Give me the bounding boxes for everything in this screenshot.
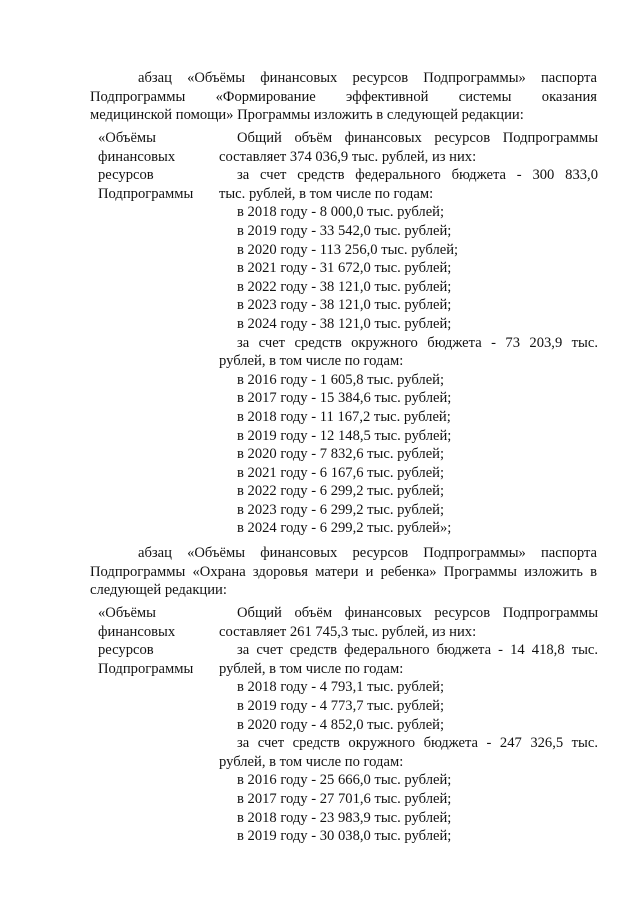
section1-intro-line: Подпрограммы «Формирование эффективной системы оказания bbox=[90, 88, 597, 105]
federal-year-item: в 2019 году - 4 773,7 тыс. рублей; bbox=[237, 697, 445, 714]
section1-intro-line: абзац «Объёмы финансовых ресурсов Подпрограммы» паспорта bbox=[138, 70, 597, 86]
district-year-item: в 2017 году - 15 384,6 тыс. рублей; bbox=[237, 390, 452, 407]
district-budget-line: рублей, в том числе по годам: bbox=[219, 353, 404, 370]
section2-intro-line: абзац «Объёмы финансовых ресурсов Подпрограммы» паспорта bbox=[138, 545, 597, 561]
federal-year-item: в 2024 году - 38 121,0 тыс. рублей; bbox=[237, 315, 452, 332]
total-line: Общий объём финансовых ресурсов Подпрограммы bbox=[237, 605, 598, 621]
section2-intro-line: Подпрограммы «Охрана здоровья матери и ребенка» Программы изложить в bbox=[90, 563, 597, 580]
federal-year-item: в 2023 году - 38 121,0 тыс. рублей; bbox=[237, 297, 452, 314]
federal-year-item: в 2018 году - 4 793,1 тыс. рублей; bbox=[237, 679, 445, 696]
federal-budget-line: тыс. рублей, в том числе по годам: bbox=[219, 185, 434, 202]
federal-year-item: в 2018 году - 8 000,0 тыс. рублей; bbox=[237, 204, 445, 221]
label-line: ресурсов bbox=[98, 642, 154, 659]
district-budget-line: за счет средств окружного бюджета - 73 203,9 тыс. bbox=[237, 334, 598, 351]
district-year-item: в 2018 году - 23 983,9 тыс. рублей; bbox=[237, 809, 452, 826]
label-line: «Объёмы bbox=[98, 605, 156, 621]
district-year-item: в 2019 году - 12 148,5 тыс. рублей; bbox=[237, 427, 452, 444]
district-year-item: в 2017 году - 27 701,6 тыс. рублей; bbox=[237, 790, 452, 807]
district-year-item: в 2018 году - 11 167,2 тыс. рублей; bbox=[237, 408, 451, 425]
section1-content-cell bbox=[219, 129, 598, 538]
total-line: Общий объём финансовых ресурсов Подпрограммы bbox=[237, 130, 598, 146]
federal-budget-line: за счет средств федерального бюджета - 300 833,0 bbox=[237, 167, 598, 184]
federal-year-item: в 2019 году - 33 542,0 тыс. рублей; bbox=[237, 222, 452, 239]
section1-intro-paragraph bbox=[90, 69, 597, 125]
label-line: Подпрограммы bbox=[98, 660, 194, 677]
district-year-item: в 2016 году - 1 605,8 тыс. рублей; bbox=[237, 371, 445, 388]
label-line: «Объёмы bbox=[98, 130, 156, 146]
section2-intro-paragraph bbox=[90, 544, 597, 600]
label-line: Подпрограммы bbox=[98, 185, 194, 202]
district-year-item: в 2016 году - 25 666,0 тыс. рублей; bbox=[237, 772, 452, 789]
section1-intro-line: медицинской помощи» Программы изложить в следующей редакции: bbox=[90, 107, 524, 124]
section2-intro-line: следующей редакции: bbox=[90, 582, 227, 599]
label-line: ресурсов bbox=[98, 167, 154, 184]
label-line: финансовых bbox=[98, 148, 176, 165]
district-year-item: в 2021 году - 6 167,6 тыс. рублей; bbox=[237, 464, 445, 481]
district-budget-line: рублей, в том числе по годам: bbox=[219, 753, 404, 770]
district-year-item: в 2024 году - 6 299,2 тыс. рублей»; bbox=[237, 520, 452, 537]
section2-label-cell bbox=[98, 604, 218, 678]
label-line: финансовых bbox=[98, 623, 176, 640]
district-year-item: в 2022 году - 6 299,2 тыс. рублей; bbox=[237, 483, 445, 500]
federal-budget-line: за счет средств федерального бюджета - 14 418,8 тыс. bbox=[237, 642, 598, 659]
federal-year-item: в 2020 году - 113 256,0 тыс. рублей; bbox=[237, 241, 459, 258]
federal-year-item: в 2021 году - 31 672,0 тыс. рублей; bbox=[237, 260, 452, 277]
total-line: составляет 374 036,9 тыс. рублей, из них: bbox=[219, 148, 477, 165]
federal-year-item: в 2020 году - 4 852,0 тыс. рублей; bbox=[237, 716, 445, 733]
section2-content-cell bbox=[219, 604, 598, 846]
total-line: составляет 261 745,3 тыс. рублей, из них: bbox=[219, 623, 477, 640]
district-year-item: в 2020 году - 7 832,6 тыс. рублей; bbox=[237, 446, 445, 463]
district-budget-line: за счет средств окружного бюджета - 247 326,5 тыс. bbox=[237, 735, 598, 752]
federal-year-item: в 2022 году - 38 121,0 тыс. рублей; bbox=[237, 278, 452, 295]
federal-budget-line: рублей, в том числе по годам: bbox=[219, 660, 404, 677]
district-year-item: в 2019 году - 30 038,0 тыс. рублей; bbox=[237, 828, 452, 845]
district-year-item: в 2023 году - 6 299,2 тыс. рублей; bbox=[237, 501, 445, 518]
section1-label-cell bbox=[98, 129, 218, 203]
